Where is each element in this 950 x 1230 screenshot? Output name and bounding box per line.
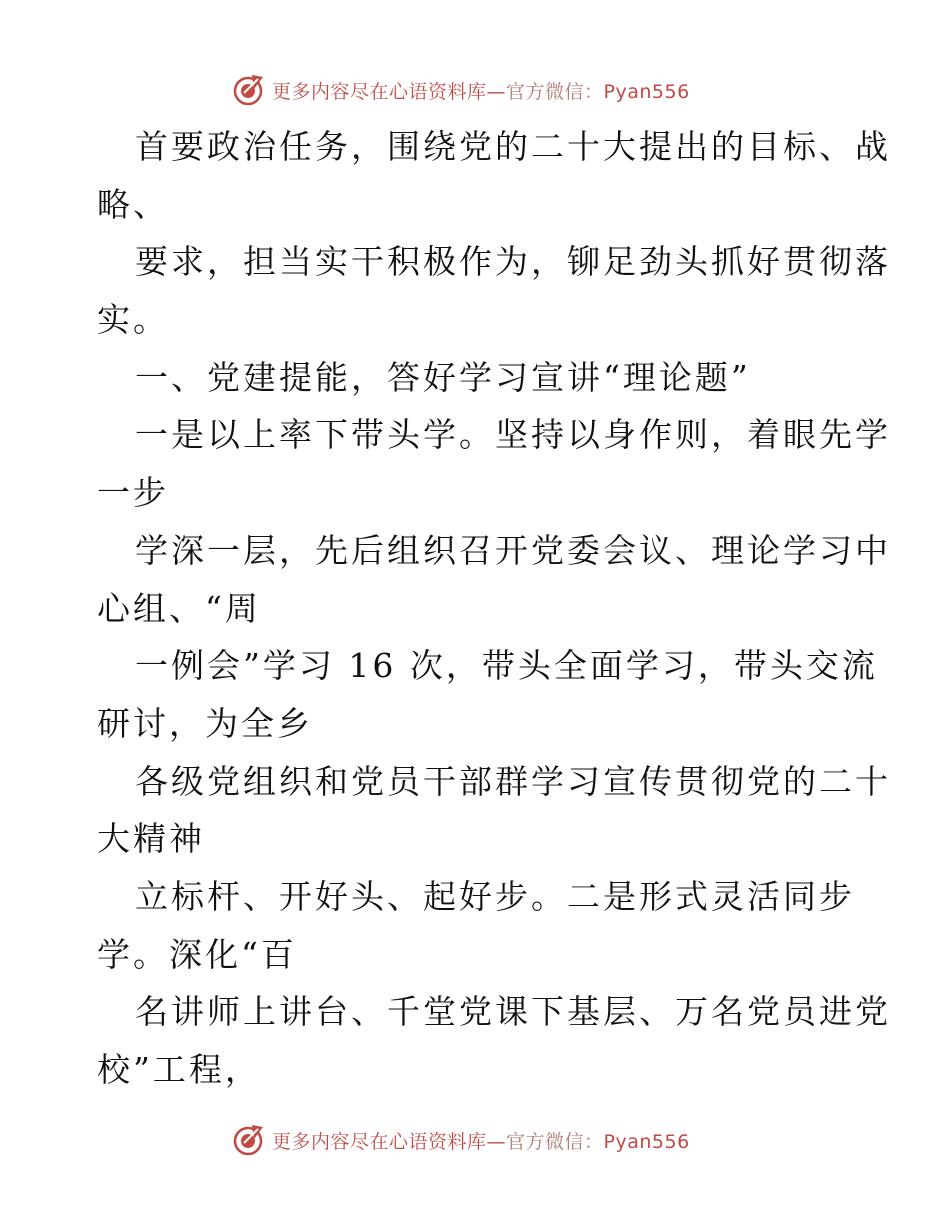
body-line: 首要政治任务，围绕党的二十大提出的目标、战 <box>135 127 891 166</box>
body-line: 研讨，为全乡 <box>97 703 313 743</box>
body-line: 一是以上率下带头学。坚持以身作则，着眼先学 <box>135 415 891 455</box>
banner-wechat-id: Pyan556 <box>603 80 690 103</box>
banner-site-text: 更多内容尽在心语资料库 <box>272 80 487 103</box>
banner-dash: — <box>486 80 507 103</box>
body-line: 实。 <box>97 300 169 340</box>
body-line: 学。深化“百 <box>97 934 297 974</box>
banner-wechat-label: 官方微信： <box>506 80 604 103</box>
body-line: 学深一层，先后组织召开党委会议、理论学习中 <box>135 530 891 570</box>
header-watermark-banner <box>232 70 690 110</box>
body-line: 要求，担当实干积极作为，铆足劲头抓好贯彻落 <box>135 242 891 282</box>
banner-wechat-label: 官方微信： <box>506 1130 604 1153</box>
quill-logo-icon <box>232 1123 266 1157</box>
body-line: 立标杆、开好头、起好步。二是形式灵活同步 <box>135 876 855 916</box>
footer-watermark-banner <box>232 1120 690 1160</box>
quill-logo-icon <box>232 73 266 107</box>
banner-wechat-id: Pyan556 <box>603 1130 690 1153</box>
document-body <box>97 118 891 1099</box>
body-line: 各级党组织和党员干部群学习宣传贯彻党的二十 <box>135 761 891 801</box>
banner-site-text: 更多内容尽在心语资料库 <box>272 1130 487 1153</box>
body-line: 名讲师上讲台、千堂党课下基层、万名党员进党 <box>135 992 891 1032</box>
body-line: 大精神 <box>97 819 205 859</box>
body-line: 心组、“周 <box>97 588 261 628</box>
body-line: 略、 <box>97 184 169 224</box>
banner-dash: — <box>486 1130 507 1153</box>
body-line: 一例会”学习 16 次，带头全面学习，带头交流 <box>135 646 878 686</box>
body-line: 校”工程， <box>97 1050 261 1089</box>
body-line: 一步 <box>97 473 169 513</box>
section-heading: 一、党建提能，答好学习宣讲“理论题” <box>135 357 751 397</box>
